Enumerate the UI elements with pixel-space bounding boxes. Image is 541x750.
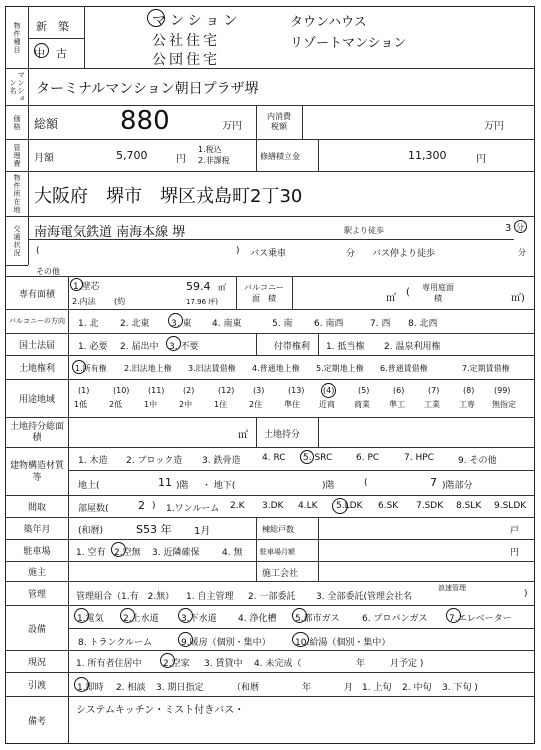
- structure-opt-7: 7. HPC: [404, 453, 434, 463]
- facility-3: 3.下水道: [181, 614, 217, 624]
- circle-mark-kinsho: [321, 383, 336, 398]
- layout-opt-9: 9.SLDK: [494, 501, 527, 511]
- facility-8: 8. トランクルーム: [78, 638, 152, 648]
- zoning-name-6: 2住: [249, 400, 263, 409]
- layout-opt-5: 5.LDK: [336, 501, 363, 511]
- area-opt-1: 1.壁芯: [73, 282, 100, 292]
- rooms-value: 2: [138, 499, 145, 512]
- zoning-name-11: 工業: [424, 400, 440, 409]
- land-right-opt-6: 6.普通賃借権: [380, 364, 428, 373]
- built-row: [6, 518, 534, 540]
- law-row: [6, 334, 534, 356]
- monthly-unit: 円: [176, 154, 186, 165]
- walk-min: 分: [516, 223, 524, 232]
- structure-opt-6: 6. PC: [356, 453, 380, 463]
- handover-row: [6, 673, 534, 697]
- price-unit: 万円: [222, 121, 242, 132]
- land-share-row: [6, 418, 534, 448]
- garden-open: (: [406, 287, 410, 298]
- remarks-value: システムキッチン・ミスト付きバス・: [76, 705, 245, 716]
- structure-opt-3: 3. 鉄骨造: [202, 456, 241, 466]
- built-era: (和暦): [78, 526, 104, 536]
- transport-line: 南海電気鉄道 南海本線 堺: [34, 225, 186, 240]
- remarks-label: 備考: [6, 697, 69, 744]
- location-label: 物件所在地: [6, 172, 29, 216]
- structure-opt-8: 9. その他: [458, 456, 497, 466]
- layout-opt-2: 2.K: [230, 501, 245, 511]
- structure-label: 建物構造材質等: [6, 448, 69, 495]
- facility-4: 4. 浄化槽: [238, 614, 277, 624]
- transport-label: 交通状況: [6, 217, 29, 265]
- type-kosha: 公社住宅: [152, 33, 220, 49]
- total-value: 880: [120, 106, 170, 136]
- status-year: 年: [356, 659, 366, 669]
- zoning-name-7: 準住: [284, 400, 300, 409]
- bus-open: (: [36, 246, 40, 256]
- rooms-close: ): [152, 501, 156, 511]
- type-row: [6, 7, 534, 69]
- status-opt-2: 2.空家: [163, 659, 190, 669]
- layout-opt-6: 6.SK: [378, 501, 399, 511]
- bus-label: バス乗車: [250, 249, 287, 259]
- layout-opt-1: 1.ワンルーム: [166, 504, 220, 514]
- facility-2: 2.上水道: [123, 614, 159, 624]
- zoning-name-1: 1低: [74, 400, 88, 409]
- area-sqm: ㎡: [218, 283, 226, 292]
- circle-mark-used: [34, 43, 49, 58]
- zoning-code-4: (2): [183, 386, 195, 395]
- parking-opt-3: 3. 近隣確保: [152, 548, 200, 558]
- dir-opt-4: 4. 南東: [212, 319, 242, 329]
- layout-opt-3: 3.DK: [262, 501, 284, 511]
- facility-7: 7.エレベーター: [449, 614, 512, 624]
- management-close: ): [524, 589, 528, 599]
- attached-opt-2: 2. 温泉利用権: [384, 342, 441, 352]
- management-row: [6, 582, 534, 606]
- owner-row: [6, 562, 534, 582]
- balcony-dir-label: バルコニーの方向: [6, 310, 69, 333]
- land-right-opt-2: 2.旧法地上権: [124, 364, 172, 373]
- association: 管理組合（1.有 2.無）: [76, 592, 175, 602]
- repair-value: 11,300: [408, 149, 447, 162]
- price-label: 価格: [6, 106, 29, 139]
- repair-unit: 円: [476, 154, 486, 165]
- parking-fee-label: 駐車場月額: [260, 548, 295, 556]
- zoning-code-12: (8): [463, 386, 475, 395]
- status-label: 現況: [6, 651, 69, 672]
- zoning-name-3: 1中: [144, 400, 158, 409]
- handover-opt-1: 1.即時: [77, 683, 104, 693]
- handover-era: （和暦: [232, 683, 260, 693]
- facilities-label: 設備: [6, 606, 69, 650]
- layout-opt-8: 8.SLK: [456, 501, 482, 511]
- balcony-area-unit: ㎡: [386, 293, 396, 304]
- handover-month: 月: [344, 683, 354, 693]
- above-floor: )階: [176, 481, 189, 491]
- price-row: [6, 106, 534, 140]
- zoning-name-5: 1住: [214, 400, 228, 409]
- facility-6: 6. プロパンガス: [362, 614, 428, 624]
- zoning-name-12: 工専: [459, 400, 475, 409]
- handover-opt-3: 3. 期日指定: [156, 683, 204, 693]
- location-value: 大阪府 堺市 堺区戎島町2丁30: [34, 186, 303, 207]
- zoning-row: [6, 380, 534, 418]
- below-close: )階: [322, 481, 335, 491]
- units-unit: 戸: [510, 526, 520, 536]
- zoning-code-1: (1): [78, 386, 90, 395]
- zoning-code-10: (6): [393, 386, 405, 395]
- zoning-name-4: 2中: [179, 400, 193, 409]
- bus-min: 分: [346, 249, 356, 259]
- parking-opt-4: 4. 無: [222, 548, 243, 558]
- monthly-value: 5,700: [116, 149, 148, 162]
- builder-label: 施工会社: [262, 569, 299, 579]
- total-label: 総額: [34, 117, 59, 131]
- area-value: 59.4: [186, 280, 211, 293]
- floor-close: )階部分: [442, 481, 473, 491]
- management-opt-1: 1. 自主管理: [186, 592, 234, 602]
- handover-period-1: 1. 上旬: [362, 683, 392, 693]
- floor-value: 7: [430, 476, 437, 489]
- tax-opt-2: 2.非課税: [198, 156, 230, 165]
- facility-9: 9.暖房（個別・集中）: [181, 638, 271, 648]
- management-opt-2: 2. 一部委託: [248, 592, 296, 602]
- land-right-opt-3: 3.旧法賃借権: [188, 364, 236, 373]
- type-resort: リゾートマンション: [290, 36, 407, 51]
- built-label: 築年月: [6, 518, 69, 539]
- area-tsubo: 17.96 坪): [186, 298, 218, 306]
- remarks-row: [6, 697, 534, 744]
- walk-label: 駅より徒歩: [344, 226, 384, 235]
- parking-fee-unit: 円: [510, 548, 520, 558]
- facility-1: 1.電気: [77, 614, 104, 624]
- layout-opt-7: 7.SDK: [416, 501, 444, 511]
- status-opt-1: 1. 所有者住居中: [76, 659, 142, 669]
- mgmt-label: 管理費: [6, 140, 29, 171]
- zoning-name-2: 2低: [109, 400, 123, 409]
- land-right-opt-4: 4.普通地上権: [252, 364, 300, 373]
- type-mansion: マンション: [152, 13, 242, 29]
- dir-opt-8: 8. 北西: [408, 319, 438, 329]
- property-name: ターミナルマンション朝日プラザ堺: [36, 81, 259, 97]
- monthly-label: 月額: [34, 153, 54, 164]
- handover-opt-2: 2. 相談: [116, 683, 146, 693]
- type-kodan: 公団住宅: [152, 52, 220, 68]
- attached-opt-1: 1. 抵当権: [326, 342, 365, 352]
- repair-label: 修繕積立金: [260, 152, 300, 161]
- dir-opt-5: 5. 南: [272, 319, 293, 329]
- walk-value: 3: [505, 223, 512, 234]
- zoning-code-9: (5): [358, 386, 370, 395]
- land-right-opt-5: 5.定期地上権: [316, 364, 364, 373]
- handover-period-2: 2. 中旬: [402, 683, 432, 693]
- area-opt-2: 2.内法: [72, 297, 96, 306]
- structure-opt-1: 1. 木造: [78, 456, 108, 466]
- tax-label: 内消費税額: [267, 112, 291, 131]
- zoning-name-13: 無指定: [492, 400, 516, 409]
- handover-label: 引渡: [6, 673, 69, 696]
- tax-opt-1: 1.税込: [198, 145, 222, 154]
- balcony-area-label: バルコニー面 積: [244, 283, 284, 303]
- mgmt-row: [6, 140, 534, 172]
- dir-opt-6: 6. 南西: [314, 319, 344, 329]
- units-label: 棟総戸数: [262, 525, 294, 534]
- zoning-code-5: (12): [218, 386, 235, 395]
- law-label: 国土法届: [6, 334, 69, 355]
- dir-opt-7: 7. 西: [370, 319, 391, 329]
- dir-opt-1: 1. 北: [78, 319, 99, 329]
- tenure-label: 土地持分: [264, 430, 301, 440]
- management-company: 浪速管理: [438, 584, 466, 592]
- above-value: 11: [158, 476, 172, 489]
- garden-area-label: 専用庭面 積: [422, 283, 462, 303]
- area-row: [6, 277, 534, 310]
- law-opt-3: 3. 不要: [169, 342, 199, 352]
- management-label: 管理: [6, 582, 69, 605]
- structure-opt-5: 5. SRC: [303, 453, 333, 463]
- dir-opt-3: 3. 東: [171, 319, 192, 329]
- zoning-code-13: (99): [494, 386, 511, 395]
- dir-opt-2: 2. 北東: [120, 319, 150, 329]
- used-label: 中 古: [34, 45, 67, 61]
- type-label: 物件種目: [6, 7, 29, 68]
- zoning-code-3: (11): [148, 386, 165, 395]
- law-opt-1: 1. 必要: [78, 342, 108, 352]
- parking-label: 駐車場: [6, 540, 69, 561]
- zoning-code-6: (3): [253, 386, 265, 395]
- law-opt-2: 2. 届出中: [120, 342, 159, 352]
- status-opt-4: 4. 未完成（: [254, 659, 302, 669]
- attached-label: 付帯権利: [274, 342, 311, 352]
- parking-row: [6, 540, 534, 562]
- area-approx: (約: [114, 297, 126, 306]
- property-sheet: [5, 6, 535, 744]
- area-label: 専有面積: [6, 277, 69, 309]
- zoning-label: 用途地域: [6, 380, 69, 417]
- status-month: 月予定 ): [390, 659, 424, 669]
- above-label: 地上(: [78, 481, 100, 491]
- floor-open: (: [364, 478, 368, 488]
- parking-opt-2: 2.空無: [114, 548, 141, 558]
- bus-close: ): [236, 246, 240, 256]
- location-row: [6, 172, 534, 217]
- status-row: [6, 651, 534, 673]
- type-townhouse: タウンハウス: [290, 15, 367, 30]
- zoning-name-8: 近商: [319, 400, 335, 409]
- layout-label: 間取: [6, 496, 69, 517]
- zoning-code-8: (4): [323, 386, 335, 395]
- rooms-label: 部屋数(: [78, 504, 109, 514]
- new-label: 新 築: [36, 20, 69, 33]
- land-share-label: 土地持分総面積: [6, 418, 69, 447]
- balcony-dir-row: [6, 310, 534, 334]
- handover-year: 年: [302, 683, 312, 693]
- zoning-name-9: 商業: [354, 400, 370, 409]
- name-row: [6, 69, 534, 106]
- land-right-label: 土地権利: [6, 356, 69, 379]
- facility-10: 10.給湯（個別・集中）: [295, 638, 391, 648]
- structure-opt-2: 2. ブロック造: [126, 456, 183, 466]
- bus-stop-label: バス停より徒歩: [372, 249, 436, 259]
- bus-stop-min: 分: [518, 248, 526, 257]
- layout-opt-4: 4.LK: [298, 501, 318, 511]
- name-label: マンション名: [6, 69, 29, 105]
- below-label: ・ 地下(: [202, 481, 236, 491]
- tax-unit: 万円: [484, 121, 504, 132]
- parking-opt-1: 1. 空有: [76, 548, 106, 558]
- zoning-name-10: 準工: [389, 400, 405, 409]
- owner-label: 施主: [6, 562, 69, 581]
- zoning-code-7: (13): [288, 386, 305, 395]
- zoning-code-11: (7): [428, 386, 440, 395]
- handover-period-3: 3. 下旬 ): [442, 683, 478, 693]
- structure-row: [6, 448, 534, 496]
- facility-5: 5.都市ガス: [295, 614, 340, 624]
- management-opt-3: 3. 全部委託(管理会社名: [316, 592, 412, 602]
- land-right-opt-7: 7.定期賃借権: [462, 364, 510, 373]
- land-right-row: [6, 356, 534, 380]
- structure-opt-4: 4. RC: [262, 453, 286, 463]
- built-month: 1月: [194, 526, 211, 537]
- garden-area-unit: ㎡): [511, 293, 525, 304]
- other-label: その他: [36, 267, 60, 276]
- facilities-row: [6, 606, 534, 651]
- land-share-unit: ㎡: [238, 430, 248, 441]
- land-right-opt-1: 1.所有権: [75, 364, 107, 373]
- transport-row: [6, 217, 534, 277]
- status-opt-3: 3. 賃貸中: [204, 659, 243, 669]
- built-year: S53 年: [136, 523, 172, 536]
- layout-row: [6, 496, 534, 518]
- zoning-code-2: (10): [113, 386, 130, 395]
